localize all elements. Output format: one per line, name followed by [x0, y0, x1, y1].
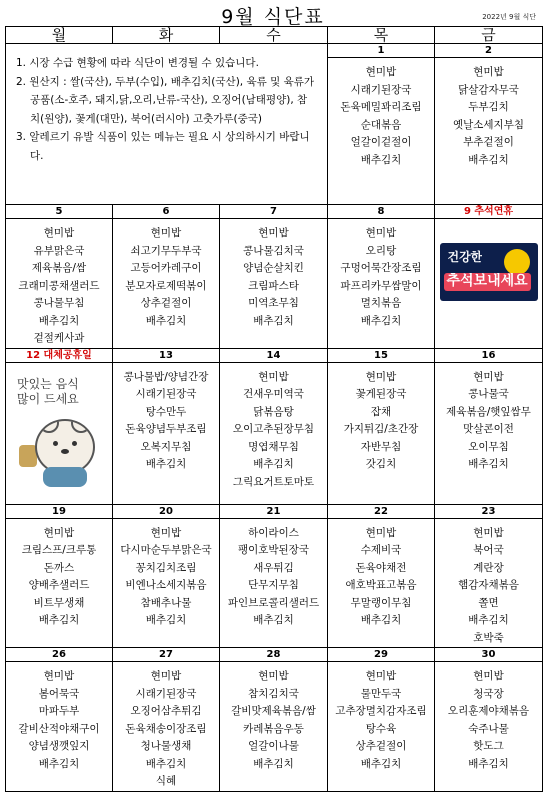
day-number: 2 — [435, 44, 543, 58]
day-number: 13 — [113, 348, 220, 362]
menu-item: 참치김치국 — [248, 687, 299, 700]
chuseok-banner-cell — [435, 219, 543, 349]
menu-item: 마파두부 — [38, 705, 80, 717]
menu-item: 쫄면 — [478, 596, 499, 609]
day-menu — [435, 662, 543, 792]
menu-item: 현미밥 — [43, 227, 75, 239]
menu-item: 배추김치 — [253, 314, 294, 327]
day-number: 7 — [220, 205, 328, 219]
menu-item: 단무지무침 — [248, 579, 299, 591]
day-menu — [220, 662, 328, 792]
day-number: 29 — [328, 648, 435, 662]
day-menu — [435, 518, 543, 648]
day-menu — [328, 362, 435, 504]
menu-item: 자반무침 — [360, 440, 402, 453]
day-number: 30 — [435, 648, 543, 662]
menu-item: 무말랭이무침 — [350, 596, 412, 609]
day-number-row — [6, 504, 543, 518]
menu-item: 부추겉절이 — [463, 136, 514, 148]
day-number-row — [6, 205, 543, 219]
menu-item: 참배추나물 — [140, 596, 192, 609]
day-number: 19 — [6, 504, 113, 518]
menu-item: 돈육양념두부조림 — [125, 423, 207, 435]
menu-item: 배추김치 — [145, 458, 187, 470]
menu-item: 팽이호박된장국 — [237, 544, 309, 556]
menu-item: 돈육야채전 — [355, 561, 407, 574]
menu-item: 양배추샐러드 — [28, 579, 90, 591]
notice-item: 1. 시장 수급 현황에 따라 식단이 변경될 수 있습니다. — [16, 57, 259, 69]
weekday-thu: 목 — [328, 27, 435, 44]
menu-item: 수제비국 — [360, 544, 402, 556]
day-menu — [435, 58, 543, 205]
weekday-mon: 월 — [6, 27, 113, 44]
menu-item: 다시마순두부맑은국 — [120, 544, 212, 556]
menu-item: 현미밥 — [365, 670, 397, 682]
chuseok-banner-image — [440, 243, 538, 301]
menu-item: 배추김치 — [468, 153, 509, 166]
menu-item: 갈비맛제육볶음/쌈 — [231, 705, 316, 717]
day-menu — [6, 518, 113, 648]
day-number: 26 — [6, 648, 113, 662]
menu-item: 콩나물김치국 — [243, 244, 304, 257]
menu-item: 크래미콩채샐러드 — [18, 279, 100, 292]
menu-row — [6, 518, 543, 648]
menu-item: 꽃게된장국 — [355, 388, 407, 400]
menu-item: 얼갈이나물 — [248, 740, 299, 752]
day-number-row — [6, 648, 543, 662]
date-label: 2022년 9월 식단 — [482, 13, 536, 21]
day-number: 20 — [113, 504, 220, 518]
menu-row — [6, 662, 543, 792]
menu-item: 고등어카레구이 — [130, 262, 202, 274]
menu-item: 파인브로콜리샐러드 — [227, 596, 320, 609]
menu-item: 콩나물무침 — [33, 297, 85, 309]
day-menu — [328, 662, 435, 792]
weekday-wed: 수 — [220, 27, 328, 44]
menu-item: 파프리카무쌈말이 — [340, 279, 422, 292]
notice-item: 3. 알레르기 유발 식품이 있는 메뉴는 필요 시 상의하시기 바랍니다. — [16, 131, 310, 162]
day-number: 16 — [435, 348, 543, 362]
sticker-line1: 맛있는 음식 — [17, 376, 79, 391]
day-menu — [113, 518, 220, 648]
bear-sticker-image — [9, 371, 109, 491]
menu-item: 오리훈제야채볶음 — [447, 705, 530, 717]
menu-item: 물만두국 — [360, 687, 402, 700]
menu-item: 고추장멸치감자조림 — [335, 705, 427, 717]
menu-item: 비엔나소세지볶음 — [125, 579, 207, 591]
menu-item: 시래기된장국 — [135, 388, 197, 400]
menu-item: 순대볶음 — [360, 118, 402, 131]
menu-item: 배추김치 — [145, 614, 187, 626]
day-number: 8 — [328, 205, 435, 219]
menu-item: 상추겉절이 — [140, 297, 192, 309]
weekday-header-row — [6, 27, 543, 44]
menu-item: 숙주나물 — [468, 722, 509, 735]
menu-item: 배추김치 — [468, 458, 509, 470]
day-menu — [328, 58, 435, 205]
menu-item: 봄어묵국 — [38, 687, 80, 700]
menu-item: 배추김치 — [360, 314, 402, 327]
bear-body — [43, 467, 87, 487]
menu-item: 배추김치 — [145, 757, 187, 770]
menu-item: 배추김치 — [360, 153, 402, 166]
menu-item: 꽁치김치조림 — [135, 561, 197, 574]
menu-item: 오리탕 — [365, 244, 397, 257]
holiday-label: 12 대체공휴일 — [6, 348, 113, 362]
menu-item: 현미밥 — [258, 227, 289, 239]
menu-item: 옛날소세지부침 — [452, 118, 524, 131]
menu-item: 현미밥 — [43, 526, 75, 539]
banner-line1: 건강한 — [447, 250, 483, 264]
day-menu — [220, 362, 328, 504]
menu-item: 계란장 — [473, 561, 504, 574]
menu-item: 새우튀김 — [253, 561, 294, 574]
menu-item: 갓김치 — [365, 458, 397, 470]
weekday-tue: 화 — [113, 27, 220, 44]
menu-item: 멸치볶음 — [360, 297, 402, 309]
menu-item: 돈까스 — [43, 561, 75, 574]
menu-row — [6, 362, 543, 504]
day-number: 23 — [435, 504, 543, 518]
menu-item: 오징어삼추튀김 — [130, 705, 202, 717]
day-number: 14 — [220, 348, 328, 362]
menu-item: 갈비산적야채구이 — [18, 722, 100, 735]
day-number-row — [6, 44, 543, 58]
day-menu — [435, 362, 543, 504]
menu-item: 시래기된장국 — [350, 83, 412, 96]
menu-item: 크림파스타 — [248, 279, 299, 292]
menu-item: 배추김치 — [253, 757, 294, 770]
day-menu — [328, 518, 435, 648]
menu-item: 청국장 — [473, 687, 504, 700]
menu-item: 현미밥 — [258, 670, 289, 682]
menu-item: 현미밥 — [365, 227, 397, 239]
menu-item: 배추김치 — [253, 458, 294, 470]
day-menu — [220, 219, 328, 349]
menu-item: 식혜 — [155, 775, 177, 787]
menu-item: 콩나물밥/양념간장 — [123, 370, 209, 383]
menu-row — [6, 219, 543, 349]
notice-item: 2. 원산지 : 쌀(국산), 두부(수입), 배추김치(국산), 육류 및 육류가공품(소-호주, 돼지,닭,오리,난류-국산), 오징어(남태평양), 참치(원양), 꽃게(대만), 북어(러시아) 고춧가루(중국) — [16, 75, 314, 125]
menu-item: 제육볶음/쌈 — [31, 262, 87, 274]
day-menu — [328, 219, 435, 349]
menu-item: 하이라이스 — [248, 526, 299, 539]
day-number: 28 — [220, 648, 328, 662]
menu-item: 얼갈이겉절이 — [350, 136, 412, 148]
menu-item: 현미밥 — [473, 66, 504, 78]
menu-item: 탕수육 — [365, 722, 397, 735]
day-menu — [113, 362, 220, 504]
day-menu — [6, 662, 113, 792]
menu-item: 겉절케사과 — [33, 332, 85, 344]
weekday-fri: 금 — [435, 27, 543, 44]
notice-box — [6, 44, 328, 205]
menu-item: 북어국 — [473, 544, 504, 556]
menu-item: 현미밥 — [365, 66, 397, 78]
menu-item: 배추김치 — [38, 314, 80, 327]
day-number: 21 — [220, 504, 328, 518]
menu-item: 오이고추된장무침 — [232, 423, 315, 435]
menu-item: 배추김치 — [360, 614, 402, 626]
menu-item: 그릭요거트토마토 — [232, 475, 315, 488]
menu-item: 배추김치 — [253, 614, 294, 626]
day-number: 5 — [6, 205, 113, 219]
menu-item: 현미밥 — [150, 670, 182, 682]
day-menu — [220, 518, 328, 648]
menu-item: 유부맑은국 — [33, 244, 85, 257]
menu-item: 분모자로제떡볶이 — [125, 279, 207, 292]
menu-item: 양념생깻잎지 — [28, 740, 90, 752]
menu-item: 현미밥 — [473, 526, 504, 539]
menu-item: 현미밥 — [258, 370, 289, 383]
menu-item: 맛살콘이전 — [463, 423, 514, 435]
menu-item: 쇠고기무두부국 — [130, 244, 202, 257]
holiday-label: 9 추석연휴 — [435, 205, 543, 219]
menu-item: 닭볶음탕 — [253, 405, 294, 418]
menu-item: 탕수만두 — [145, 405, 187, 418]
day-number: 22 — [328, 504, 435, 518]
day-number: 27 — [113, 648, 220, 662]
menu-item: 배추김치 — [468, 757, 509, 770]
sticker-cell — [6, 362, 113, 504]
menu-item: 핫도그 — [473, 740, 504, 752]
day-menu — [6, 219, 113, 349]
menu-item: 크림스프/크루통 — [21, 544, 97, 556]
menu-item: 현미밥 — [150, 227, 182, 239]
menu-item: 현미밥 — [473, 370, 504, 383]
menu-item: 두부김치 — [468, 101, 509, 113]
menu-item: 현미밥 — [43, 670, 75, 682]
menu-item: 청나물생채 — [140, 740, 192, 752]
day-number: 6 — [113, 205, 220, 219]
menu-item: 현미밥 — [150, 526, 182, 539]
menu-item: 현미밥 — [365, 370, 397, 383]
menu-item: 오이무침 — [468, 440, 509, 453]
menu-item: 배추김치 — [468, 614, 509, 626]
menu-item: 잡채 — [370, 405, 392, 418]
menu-table — [5, 26, 543, 792]
menu-item: 애호박표고볶음 — [345, 579, 417, 591]
menu-item: 돈육메밀꽈리조림 — [340, 101, 422, 113]
menu-item: 배추김치 — [38, 757, 80, 770]
day-number-row — [6, 348, 543, 362]
menu-item: 돈육채송이장조림 — [125, 722, 207, 735]
menu-item: 제육볶음/햇잎쌈무 — [446, 405, 531, 418]
menu-item: 상추겉절이 — [355, 740, 407, 752]
menu-item: 시래기된장국 — [135, 687, 197, 700]
menu-item: 햄감자채볶음 — [458, 579, 519, 591]
day-menu — [113, 219, 220, 349]
menu-item: 카레볶음우동 — [243, 722, 304, 735]
menu-item: 양념순살치킨 — [243, 262, 304, 274]
menu-item: 미역초무침 — [248, 297, 299, 309]
menu-item: 오복지무침 — [140, 440, 192, 453]
menu-item: 콩나물국 — [468, 388, 509, 400]
menu-item: 명엽채무침 — [248, 440, 299, 453]
menu-item: 닭살감자무국 — [458, 83, 519, 96]
menu-item: 배추김치 — [360, 757, 402, 770]
moon-icon — [504, 249, 530, 275]
menu-item: 배추김치 — [145, 314, 187, 327]
menu-item: 비트무생채 — [33, 596, 85, 609]
sticker-line2: 많이 드세요 — [17, 391, 79, 406]
menu-item: 현미밥 — [365, 526, 397, 539]
page-title: 9월 식단표 — [221, 6, 325, 28]
day-menu — [113, 662, 220, 792]
menu-item: 건새우미역국 — [243, 388, 304, 400]
menu-item: 가지튀김/초간장 — [343, 423, 419, 435]
menu-item: 배추김치 — [38, 614, 80, 626]
menu-item: 현미밥 — [473, 670, 504, 682]
day-number: 1 — [328, 44, 435, 58]
menu-item: 구멍어묵간장조림 — [340, 262, 422, 274]
day-number: 15 — [328, 348, 435, 362]
menu-item: 호박죽 — [473, 631, 504, 644]
banner-line2: 추석보내세요 — [444, 273, 531, 291]
